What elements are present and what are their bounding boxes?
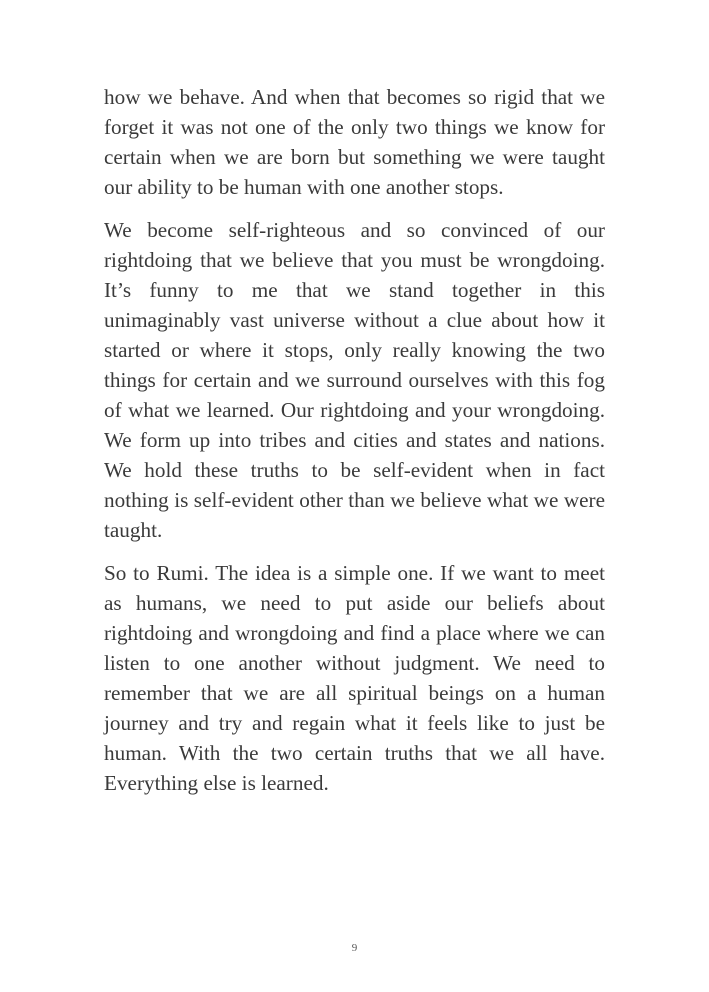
paragraph-3: So to Rumi. The idea is a simple one. If we want to meet as humans, we need to put aside our beliefs about rightdoing and wrongdoing and find a place where we can listen to one another without judgment. We need to remember that we are all spiritual beings on a human journey and try and regain what it feels like to just be human. With the two certain truths that we all have. Everything else is learned. [104, 561, 605, 795]
paragraph-1: how we behave. And when that becomes so rigid that we forget it was not one of the only two things we know for certain when we are born but something we were taught our ability to be human with one another stops. [104, 85, 605, 199]
paragraph-2: We become self-righteous and so convinced of our rightdoing that we believe that you must be wrongdoing. It’s funny to me that we stand together in this unimaginably vast universe without a clue about how it started or where it stops, only really knowing the two things for certain and we surround ourselves with this fog of what we learned. Our rightdoing and your wrongdoing. We form up into tribes and cities and states and nations. We hold these truths to be self-evident when in fact nothing is self-evident other than we believe what we were taught. [104, 218, 605, 542]
page-number: 9 [351, 942, 358, 954]
body-text [104, 82, 605, 811]
